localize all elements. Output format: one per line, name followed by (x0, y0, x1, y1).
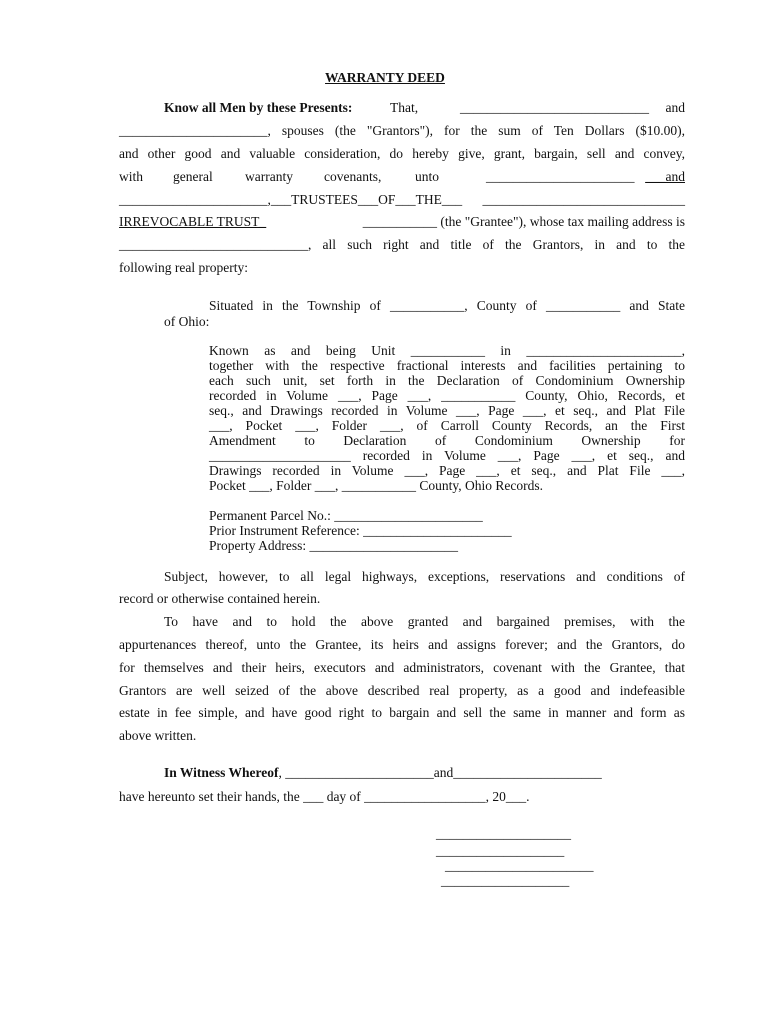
legal-description-line: Pocket ___, Folder ___, ___________ County, Ohio Records. (209, 478, 543, 493)
signature-line: ___________________ (436, 843, 565, 858)
situated-text: Situated in the Township of ___________, County of ___________ and State (209, 298, 685, 313)
irrevocable-trust-label: IRREVOCABLE TRUST_ (119, 214, 267, 229)
grant-line-7: ____________________________, all such right and title of the Grantors, in and to the (119, 237, 685, 252)
and-text: and (665, 100, 685, 115)
legal-description-line: Known as and being Unit ___________ in _______________________, (209, 343, 685, 358)
witness-heading: In Witness Whereof (164, 765, 279, 780)
word-warranty: warranty (245, 169, 293, 184)
habendum-line: estate in fee simple, and have good right to bargain and sell the same in manner and form as (119, 705, 685, 720)
grantee-address-text: ___________ (the "Grantee"), whose tax mailing address is (362, 214, 685, 229)
legal-description-line: together with the respective fractional interests and facilities pertaining to (209, 358, 685, 373)
grant-line-8: following real property: (119, 260, 248, 275)
habendum-line: for themselves and their heirs, executors and administrators, covenant with the Grantee, that (119, 660, 685, 675)
subject-line-1: Subject, however, to all legal highways, exceptions, reservations and conditions of (164, 569, 685, 584)
legal-description-line: ___, Pocket ___, Folder ___, of Carroll County Records, an the First (209, 418, 685, 433)
word-unto: unto (415, 169, 440, 184)
and-underlined: ___and (645, 169, 685, 184)
legal-description-line: Drawings recorded in Volume ___, Page ___, et seq., and Plat File ___, (209, 463, 685, 478)
grantee-blank: ______________________ (486, 169, 635, 184)
know-all-men-heading: Know all Men by these Presents: (164, 100, 353, 115)
habendum-line: To have and to hold the above granted and bargained premises, with the (164, 614, 685, 629)
legal-description-line: _____________________ recorded in Volume ___, Page ___, et seq., and (209, 448, 685, 463)
document-title: WARRANTY DEED (325, 70, 445, 85)
parcel-number-field: Permanent Parcel No.: ______________________ (209, 508, 483, 523)
habendum-line: above written. (119, 728, 197, 743)
legal-description-line: recorded in Volume ___, Page ___, ___________ County, Ohio, Records, et (209, 388, 685, 403)
property-address-field: Property Address: ______________________ (209, 538, 458, 553)
trust-line (119, 214, 685, 230)
situated-line-2: of Ohio: (164, 314, 210, 329)
that-text: That, (390, 100, 419, 115)
subject-line-2: record or otherwise contained herein. (119, 591, 321, 606)
habendum-line: appurtenances thereof, unto the Grantee, its heirs and assigns forever; and the Grantors, do (119, 637, 685, 652)
legal-description-line: seq., and Drawings recorded in Volume ___, Page ___, et seq., and Plat File (209, 403, 685, 418)
situated-line-1 (209, 298, 685, 314)
grant-line-3: and other good and valuable consideration, do hereby give, grant, bargain, sell and convey, (119, 146, 685, 161)
prior-instrument-field: Prior Instrument Reference: ______________________ (209, 523, 512, 538)
word-covenants: covenants, (324, 169, 382, 184)
witness-clause (164, 765, 602, 781)
word-general: general (173, 169, 213, 184)
witness-line-2: have hereunto set their hands, the ___ day of __________________, 20___. (119, 789, 530, 804)
word-with: with (119, 169, 144, 184)
signature-line: ___________________ (441, 873, 570, 888)
grant-line-2: ______________________, spouses (the "Grantors"), for the sum of Ten Dollars ($10.00), (119, 123, 685, 138)
grantor-blank-1: ____________________________ (460, 100, 649, 115)
trustees-line: ______________________,___TRUSTEES___OF___THE___ ______________________________ (119, 192, 685, 207)
legal-description-line: each such unit, set forth in the Declaration of Condominium Ownership (209, 373, 685, 388)
legal-description-line: Amendment to Declaration of Condominium Ownership for (209, 433, 685, 448)
signature-line: ______________________ (445, 858, 594, 873)
witness-blanks: , ______________________and______________________ (278, 765, 602, 780)
signature-line: ____________________ (436, 826, 571, 841)
habendum-line: Grantors are well seized of the above described real property, as a good and indefeasible (119, 683, 685, 698)
